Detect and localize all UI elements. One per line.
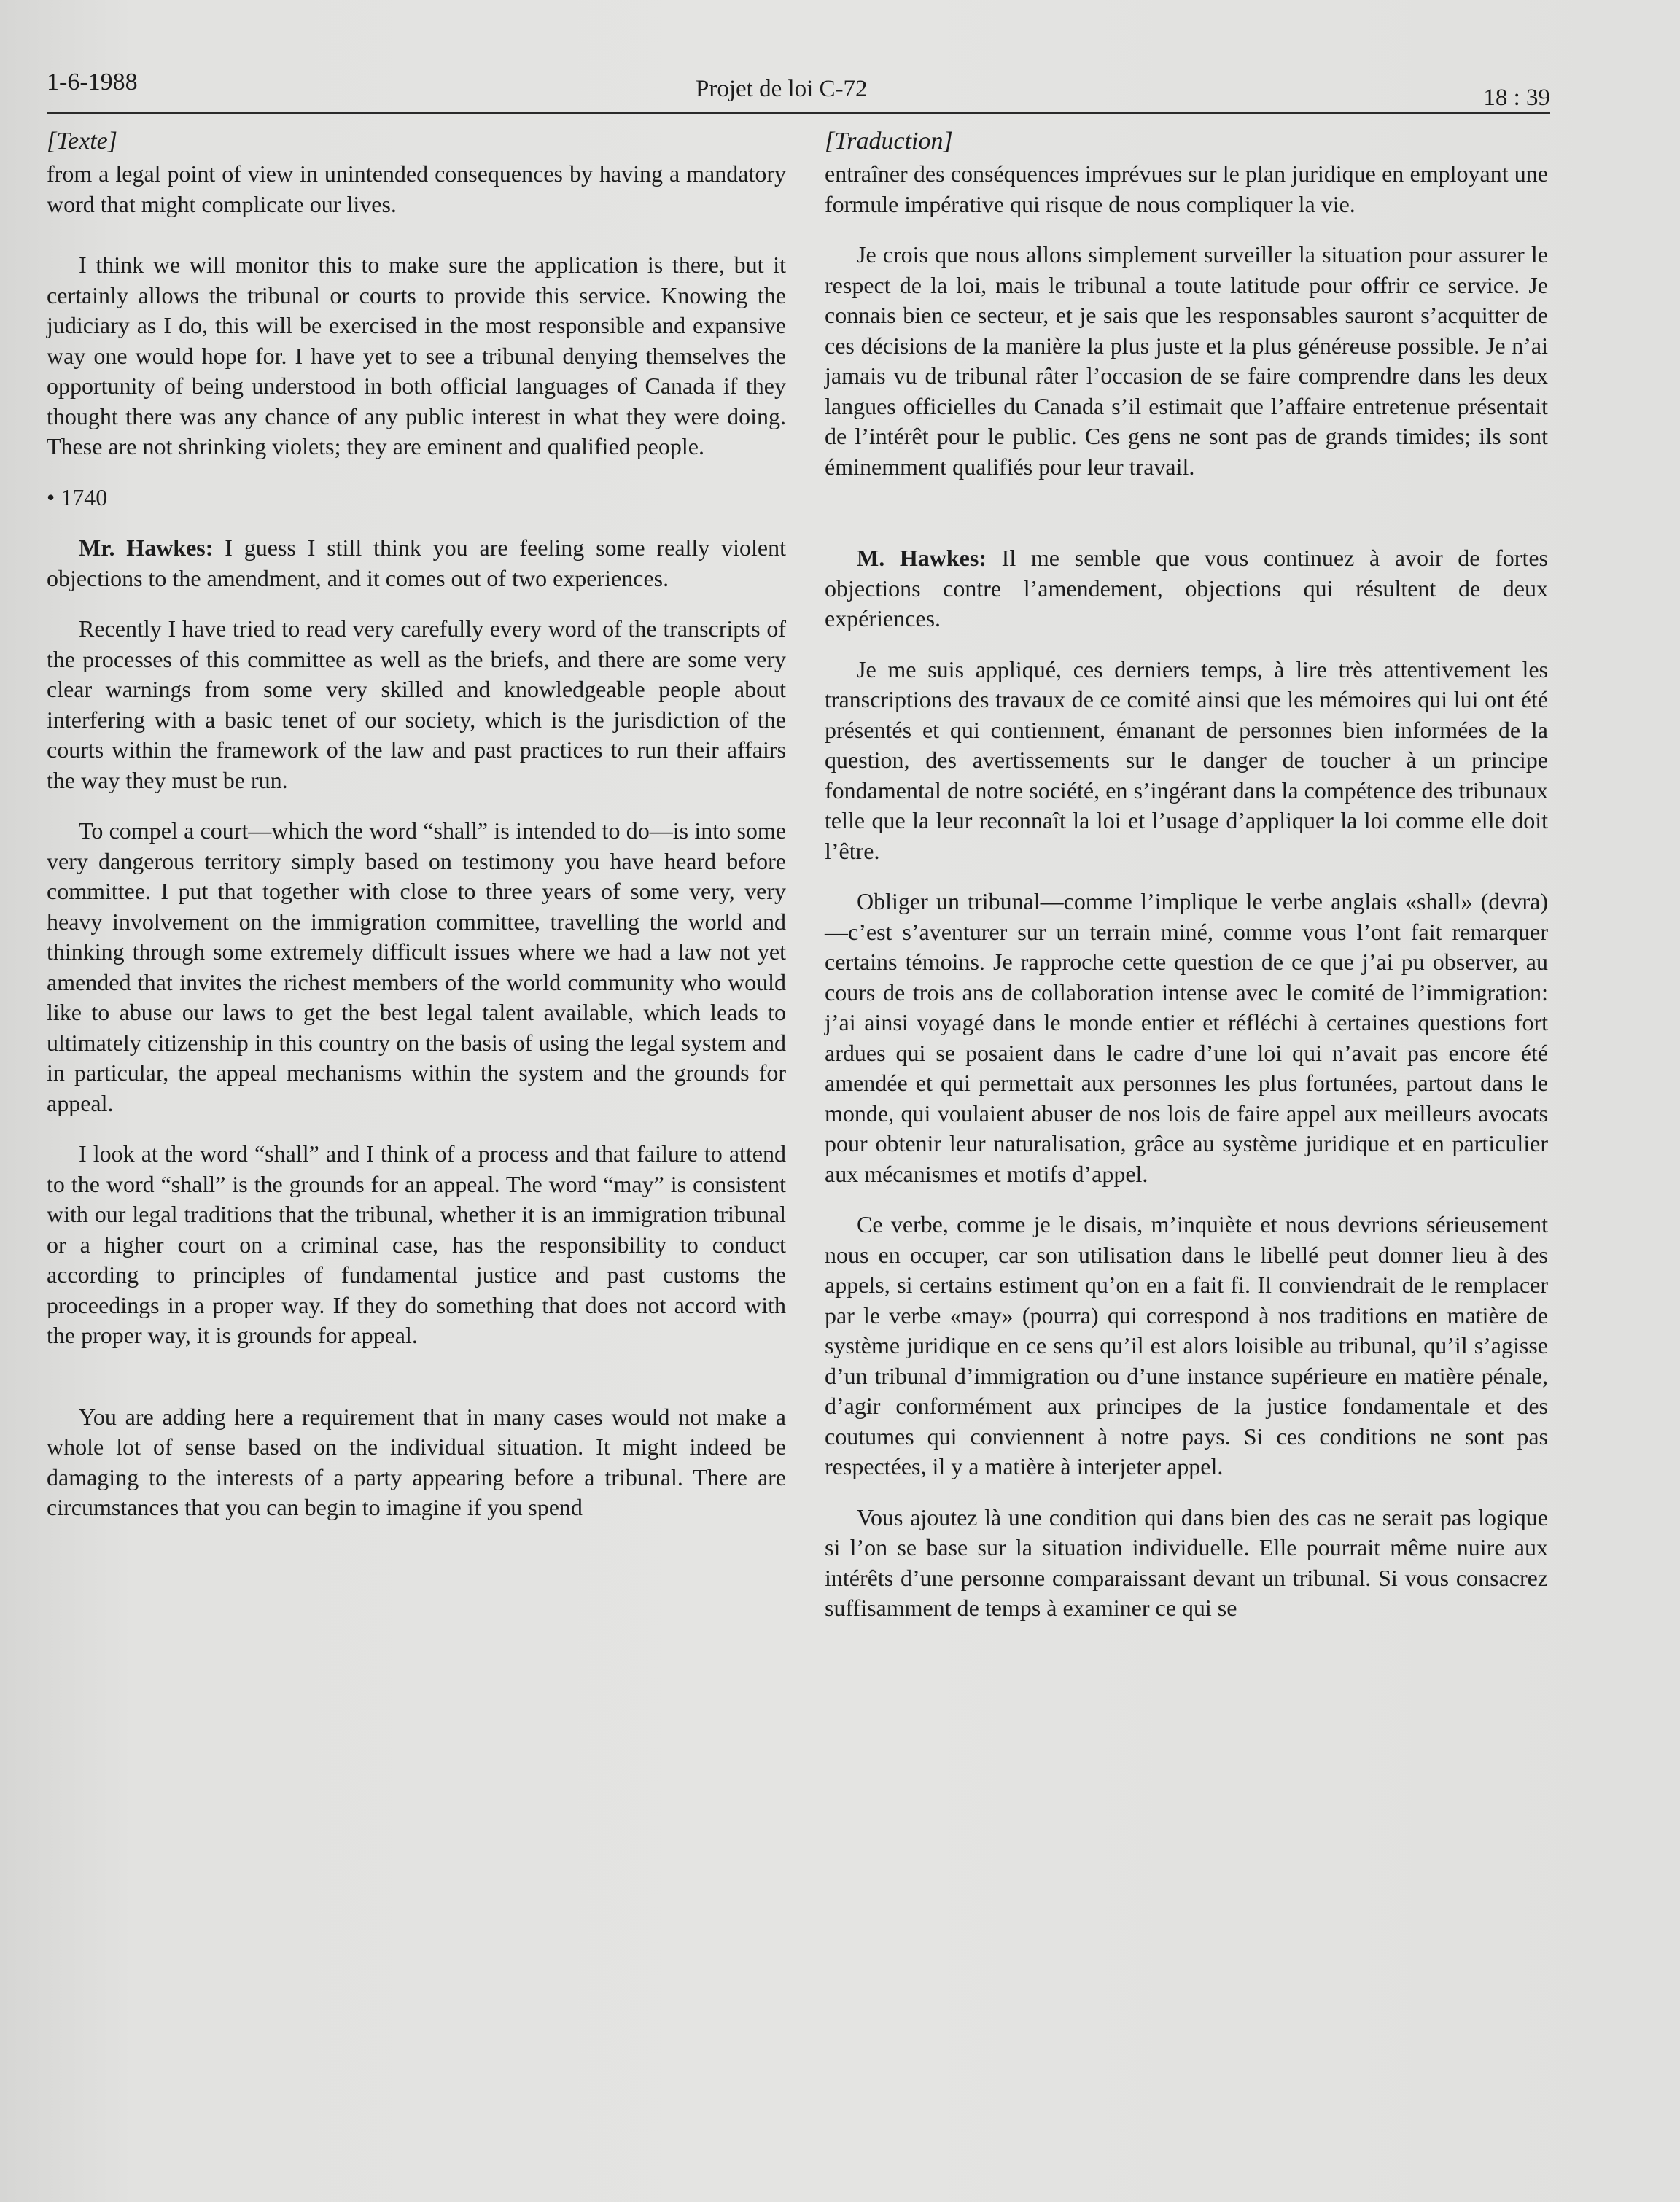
french-column	[825, 125, 1548, 1624]
english-paragraph-3-text: I guess I still think you are feeling some really violent objections to the amendment, and it comes out of two experiences.	[47, 534, 787, 591]
french-paragraph-7: Vous ajoutez là une condition qui dans bien des cas ne serait pas logique si l’on se base sur la situation individuelle. Elle pourrait même nuire aux intérêts d’une personne comparaissant devant un tribunal. Si vous consacrez suffisamment de temps à examiner ce qui se	[825, 1503, 1548, 1621]
english-speaker-label: Mr. Hawkes:	[79, 534, 214, 561]
french-paragraph-3-text: Il me semble que vous continuez à avoir de fortes objections contre l’amendement, objections qui résultent de deux expériences.	[825, 545, 1549, 631]
french-column-label: [Traduction]	[825, 128, 953, 155]
english-paragraph-3	[47, 533, 786, 594]
header-rule	[47, 112, 1550, 114]
header-title: Projet de loi C-72	[696, 76, 868, 102]
english-paragraph-7: You are adding here a requirement that in many cases would not make a whole lot of sense based on the individual situation. It might indeed be damaging to the interests of a party appearing before a tribunal. There are circumstances that you can begin to imagine if you spend	[47, 1403, 786, 1520]
french-paragraph-4: Je me suis appliqué, ces derniers temps, à lire très attentivement les transcriptions des travaux de ce comité ainsi que les mémoires qui lui ont été présentés et qui contiennent, émanant de personnes bien informées de la question, des avertissements sur le danger de toucher à un principe fondamental de notre société, en s’ingérant dans la compétence des tribunaux telle que la leur reconnaît la loi et l’usage d’appliquer la loi comme elle doit l’être.	[825, 655, 1548, 864]
french-paragraph-5: Obliger un tribunal—comme l’implique le verbe anglais «shall» (devra)—c’est s’aventurer sur un terrain miné, comme vous l’ont fait remarquer certains témoins. Je rapproche cette question de ce que j’ai pu observer, au cours de trois ans de collaboration intense avec le comité de l’immigration: j’ai ainsi voyagé dans le monde entier et réfléchi à certaines questions fort ardues qui se posaient dans le cadre d’une loi qui n’avait pas encore été amendée et qui permettait aux personnes les plus fortunées, partout dans le monde, qui voulaient abuser de nos lois de faire appel aux meilleurs avocats pour obtenir leur naturalisation, grâce au système juridique et en particulier aux mécanismes et motifs d’appel.	[825, 888, 1548, 1187]
header-page-number: 18 : 39	[1483, 85, 1550, 111]
french-paragraph-1: entraîner des conséquences imprévues sur le plan juridique en employant une formule impérative qui risque de nous compliquer la vie.	[825, 160, 1548, 217]
french-paragraph-3	[825, 543, 1548, 634]
page-header	[47, 69, 1550, 114]
english-column-label: [Texte]	[47, 128, 117, 155]
english-paragraph-5: To compel a court—which the word “shall” is intended to do—is into some very dangerous territory simply based on testimony you have heard before committee. I put that together with close to three years of some very, very heavy involvement on the immigration committee, travelling the world and thinking through some extremely difficult issues where we had a law not yet amended that invites the richest members of the world community who would like to abuse our laws to get the best legal talent available, which leads to ultimately citizenship in this country on the basis of using the legal system and in particular, the appeal mechanisms within the system and the grounds for appeal.	[47, 817, 786, 1116]
french-speaker-label: M. Hawkes:	[857, 545, 987, 571]
french-paragraph-2: Je crois que nous allons simplement surveiller la situation pour assurer le respect de la loi, mais le tribunal a toute latitude pour offrir ce service. Je connais bien ce secteur, et je sais que les responsables sauront s’acquitter de ces décisions de la manière la plus juste et la plus généreuse possible. Je n’ai jamais vu de tribunal râter l’occasion de se faire comprendre dans les deux langues officielles du Canada s’il estimait que l’affaire entretenue présentait de l’intérêt pour le public. Ces gens ne sont pas de grands timides; ils sont éminemment qualifiés pour leur travail.	[825, 241, 1548, 480]
header-date: 1-6-1988	[47, 69, 138, 96]
english-paragraph-2: I think we will monitor this to make sure the application is there, but it certainly allows the tribunal or courts to provide this service. Knowing the judiciary as I do, this will be exercised in the most responsible and expansive way one would hope for. I have yet to see a tribunal denying themselves the opportunity of being understood in both official languages of Canada if they thought there was any chance of any public interest in what they were doing. These are not shrinking violets; they are eminent and qualified people.	[47, 252, 786, 459]
time-marker: • 1740	[47, 483, 108, 510]
english-paragraph-6: I look at the word “shall” and I think of a process and that failure to attend to the word “shall” is the grounds for an appeal. The word “may” is consistent with our legal traditions that the tribunal, whether it is an immigration tribunal or a higher court on a criminal case, has the responsibility to conduct according to principles of fundamental justice and past customs the proceedings in a proper way. If they do something that does not accord with the proper way, it is grounds for appeal.	[47, 1140, 786, 1348]
english-paragraph-4: Recently I have tried to read very carefully every word of the transcripts of the processes of this committee as well as the briefs, and there are some very clear warnings from some very skilled and knowledgeable people about interfering with a basic tenet of our society, which is the jurisdiction of the courts within the framework of the law and past practices to run their affairs the way they must be run.	[47, 615, 786, 793]
french-paragraph-6: Ce verbe, comme je le disais, m’inquiète et nous devrions sérieusement nous en occuper, car son utilisation dans le libellé peut donner lieu à des appels, si certains estiment qu’on en a fait fi. Il conviendrait de le remplacer par le verbe «may» (pourra) qui correspond à nos traditions en matière de système juridique en ce sens qu’il est alors loisible au tribunal, qu’il s’agisse d’un tribunal d’immigration ou d’une instance supérieure en matière pénale, d’agir conformément aux principes de la justice fondamentale et des coutumes qui conviennent à notre pays. Si ces conditions ne sont pas respectées, il y a matière à interjeter appel.	[825, 1211, 1548, 1479]
english-paragraph-1: from a legal point of view in unintended consequences by having a mandatory word that might complicate our lives.	[47, 160, 786, 217]
english-column	[47, 125, 786, 1523]
